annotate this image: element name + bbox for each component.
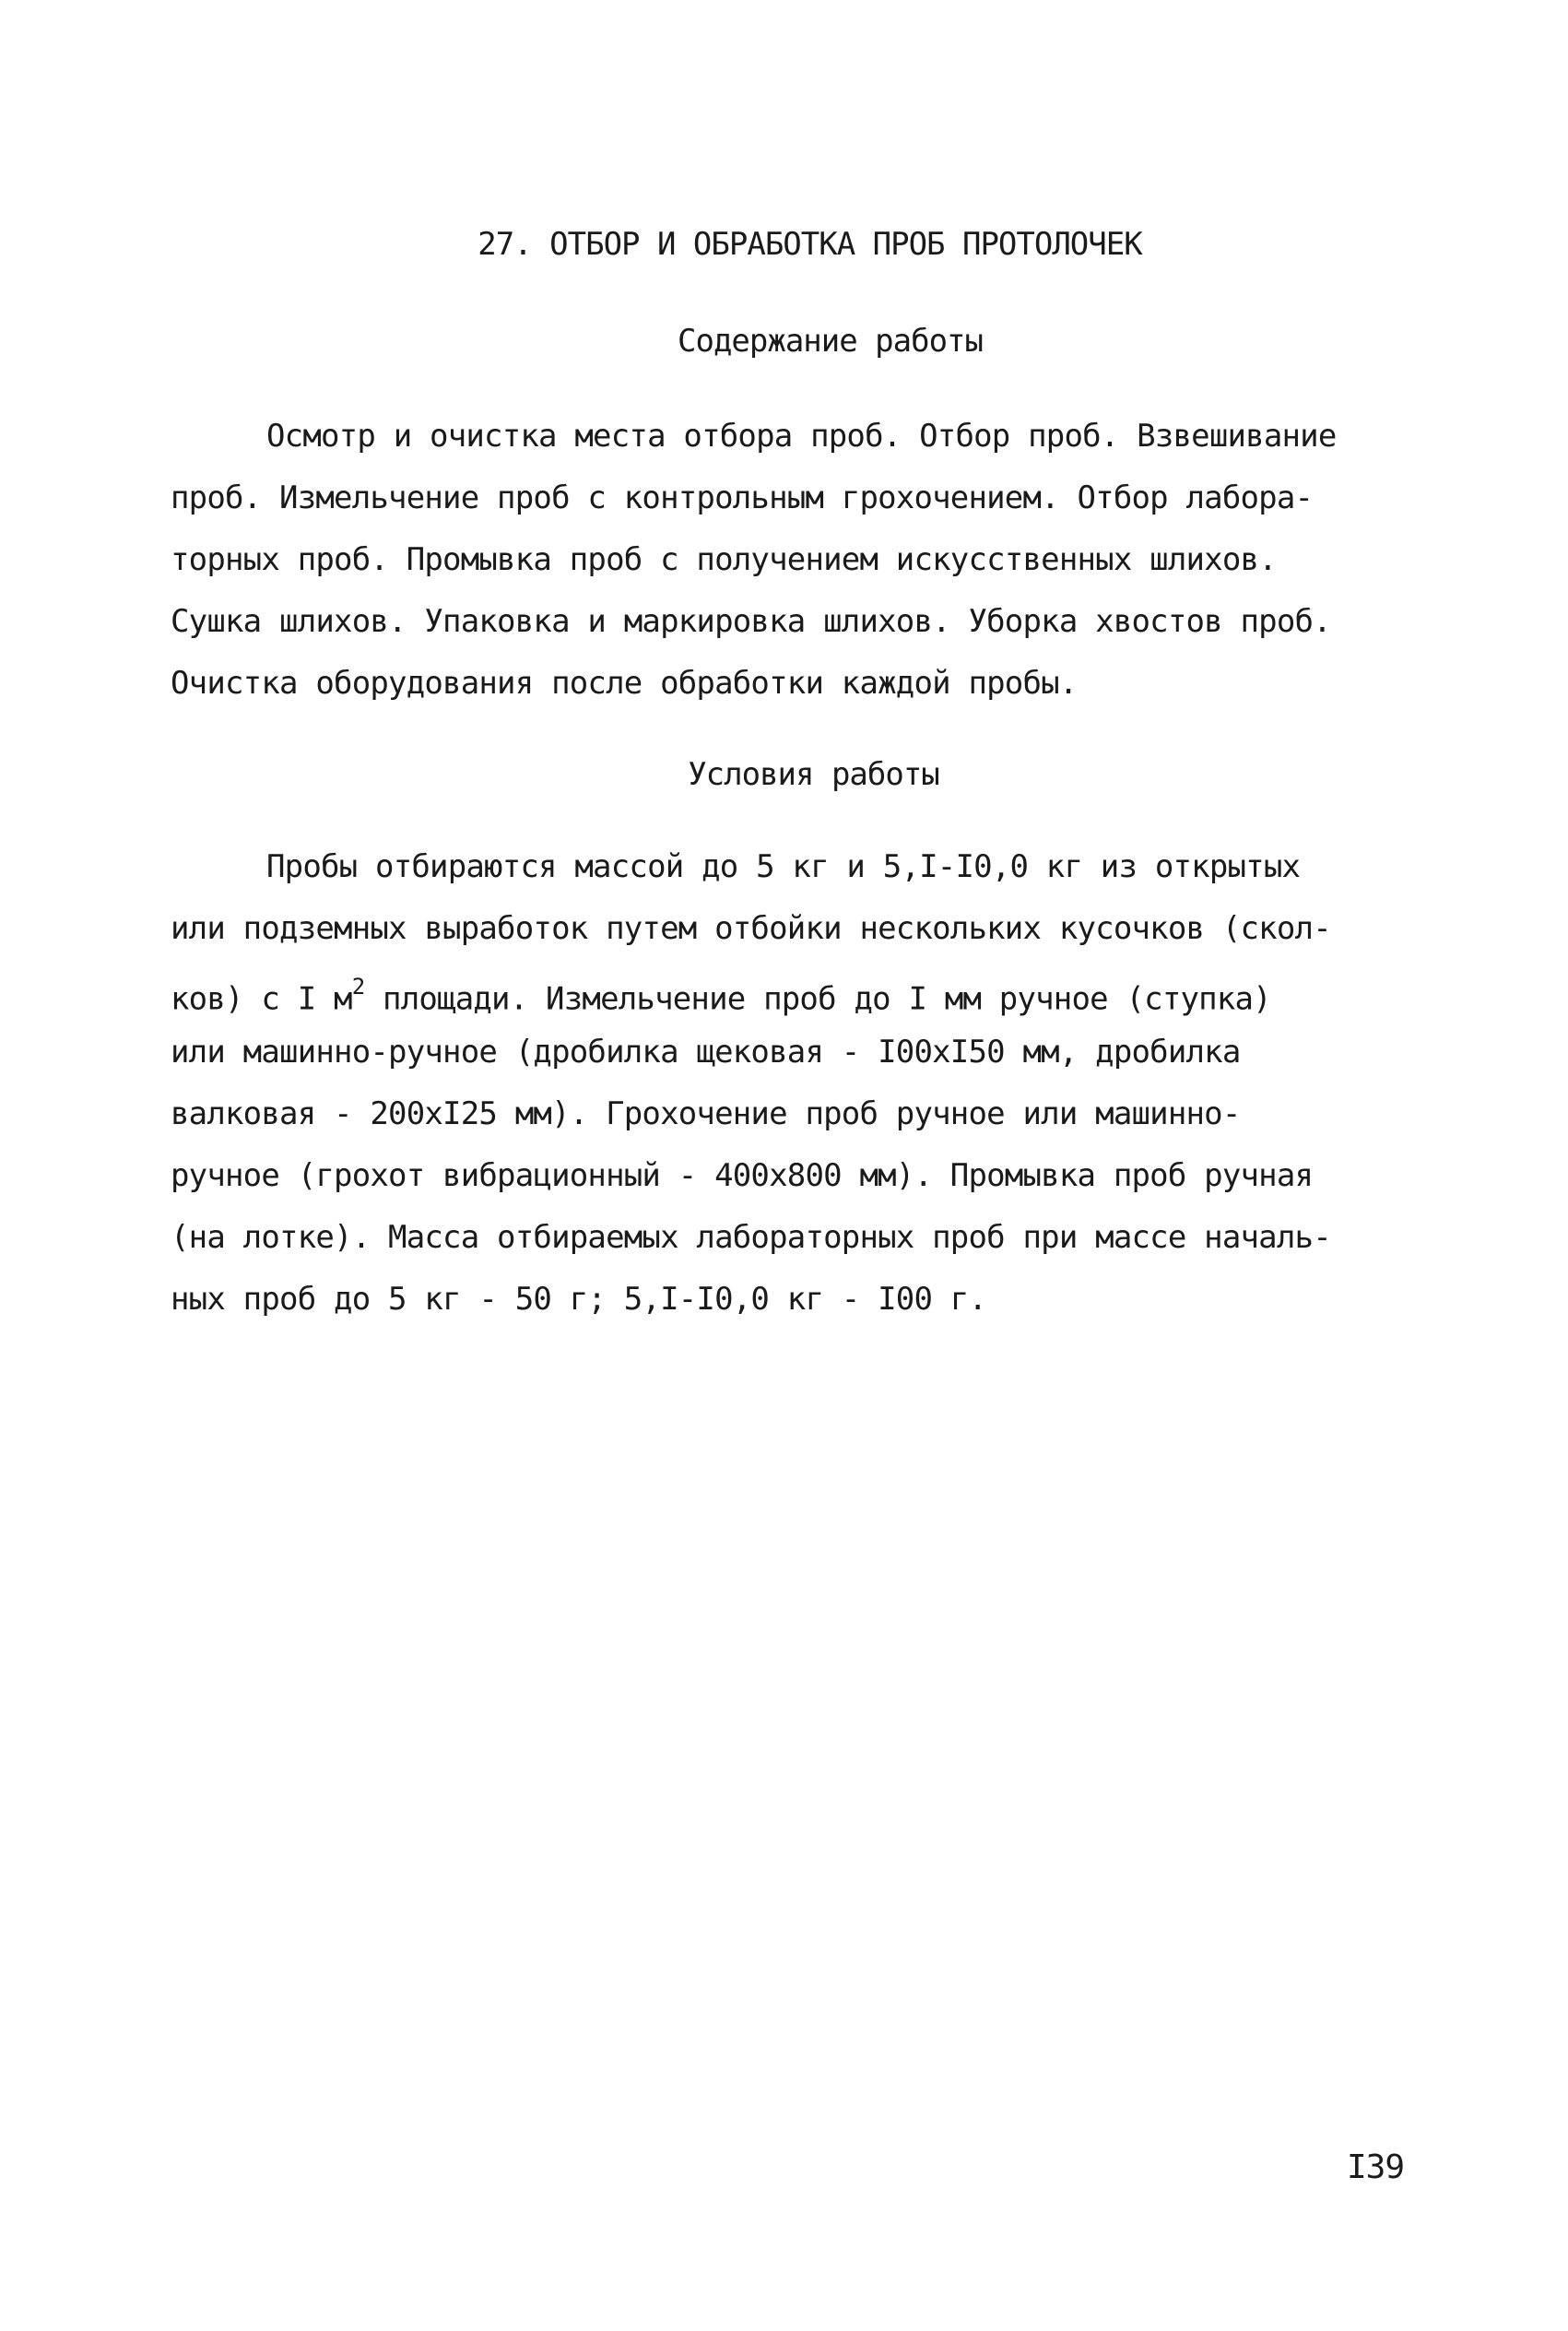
paragraph-line: валковая - 200xI25 мм). Грохочение проб ручное или машинно-: [171, 1095, 1241, 1132]
paragraph-line: проб. Измельчение проб с контрольным грохочением. Отбор лабора-: [171, 479, 1314, 516]
paragraph-line: или машинно-ручное (дробилка щековая - I00xI50 мм, дробилка: [171, 1034, 1241, 1071]
paragraph-line: [171, 960, 1406, 1022]
paragraph-line: Очистка оборудования после обработки каждой пробы.: [171, 665, 1078, 702]
paragraph-line: или подземных выработок путем отбойки нескольких кусочков (скол-: [171, 910, 1331, 947]
line-text-after-superscript: площади. Измельчение проб до I мм ручное (ступка): [364, 980, 1271, 1018]
line-text-before-superscript: ков) с I м: [171, 980, 352, 1018]
page-title: 27. ОТБОР И ОБРАБОТКА ПРОБ ПРОТОЛОЧЕК: [477, 226, 1142, 263]
section-heading-content: Содержание работы: [678, 323, 983, 360]
superscript-two: 2: [351, 974, 365, 1000]
section-heading-conditions: Условия работы: [688, 756, 939, 793]
paragraph-work-content: [171, 406, 1406, 715]
paragraph-line: Осмотр и очистка места отбора проб. Отбор проб. Взвешивание: [266, 418, 1337, 455]
paragraph-line: (на лотке). Масса отбираемых лабораторных проб при массе началь-: [171, 1219, 1331, 1256]
paragraph-line: ручное (грохот вибрационный - 400x800 мм). Промывка проб ручная: [171, 1157, 1314, 1194]
paragraph-line: Пробы отбираются массой до 5 кг и 5,I-I0,0 кг из открытых: [266, 848, 1301, 885]
paragraph-line: торных проб. Промывка проб с получением искусственных шлихов.: [171, 541, 1277, 578]
page-number: I39: [1346, 2148, 1404, 2186]
paragraph-line: Сушка шлихов. Упаковка и маркировка шлихов. Уборка хвостов проб.: [171, 603, 1331, 640]
paragraph-work-conditions: [171, 836, 1406, 1331]
paragraph-line: ных проб до 5 кг - 50 г; 5,I-I0,0 кг - I00 г.: [171, 1281, 987, 1318]
